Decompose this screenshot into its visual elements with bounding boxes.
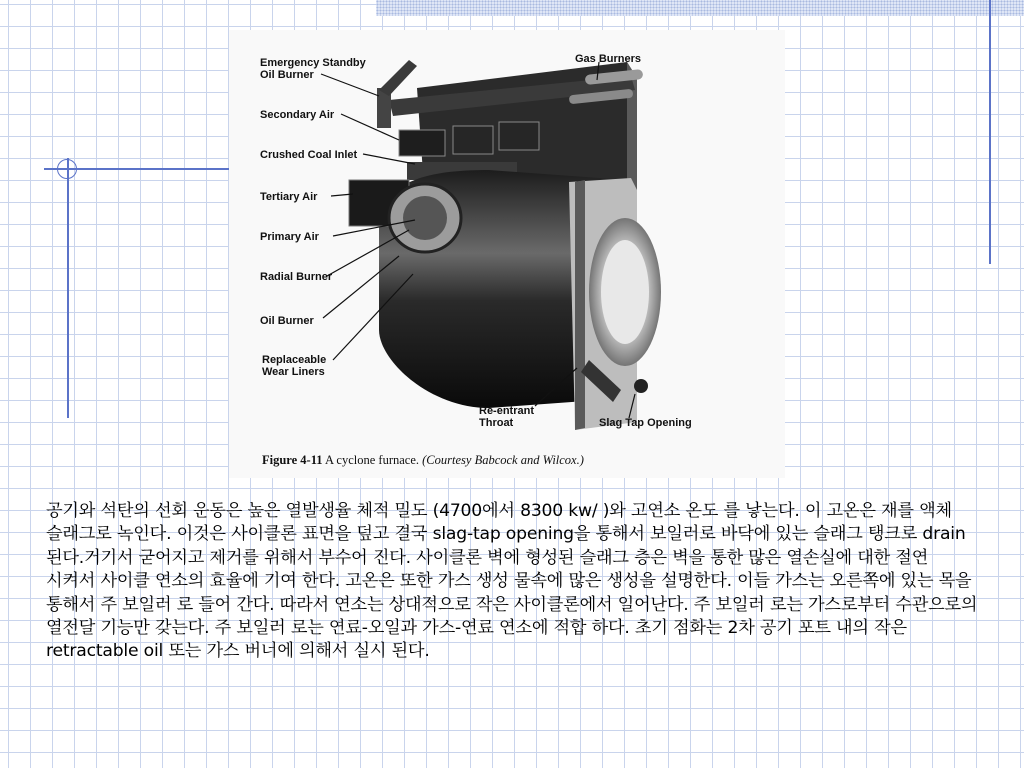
- label-tertiary-air: Tertiary Air: [260, 191, 318, 203]
- throat-opening: [601, 240, 649, 344]
- label-reentrant: Re-entrant: [479, 405, 535, 417]
- caption-number: Figure 4-11: [262, 453, 323, 467]
- label-slag-tap-opening: Slag Tap Opening: [599, 417, 692, 429]
- figure-caption: [262, 453, 584, 467]
- cyclone-furnace-illustration: [229, 30, 785, 478]
- slag-tap-hole: [634, 379, 648, 393]
- front-plate-edge: [575, 180, 585, 430]
- label-replaceable: Replaceable: [262, 354, 327, 366]
- decorative-circle: [57, 159, 77, 179]
- label-gas-burners: Gas Burners: [575, 53, 642, 65]
- cyclone-furnace-figure: [229, 30, 785, 478]
- primary-air-inlet: [349, 180, 461, 252]
- caption-courtesy: (Courtesy Babcock and Wilcox.): [422, 453, 584, 467]
- label-oil-burner-standby: Oil Burner: [260, 69, 314, 81]
- label-crushed-coal-inlet: Crushed Coal Inlet: [260, 149, 358, 161]
- label-oil-burner: Oil Burner: [260, 315, 314, 327]
- label-emergency-standby: Emergency Standby: [260, 57, 366, 69]
- label-primary-air: Primary Air: [260, 231, 319, 243]
- caption-title: A cyclone furnace.: [322, 453, 423, 467]
- right-vertical-line: [989, 0, 991, 264]
- left-vertical-line: [67, 158, 69, 418]
- label-wear-liners: Wear Liners: [262, 366, 325, 378]
- top-decorative-bar: [376, 0, 1024, 16]
- standby-oil-burner: [377, 60, 417, 128]
- label-throat: Throat: [479, 417, 514, 429]
- label-secondary-air: Secondary Air: [260, 109, 335, 121]
- body-paragraph: 공기와 석탄의 선회 운동은 높은 열발생율 체적 밀도 (4700에서 8300 kw/ )와 고연소 온도 를 낳는다. 이 고온은 재를 액체 슬래그로 녹인다. 이것은 사이클론 표면을 덮고 결국 slag-tap opening을 통해서 보일러로 바닥에 있는 슬래그 탱크로 drain 된다.거기서 굳어지고 제거를 위해서 부수어 진다. 사이클론 벽에 형성된 슬래그 층은 벽을 통한 많은 열손실에 대한 절연 시켜서 사이클 연소의 효율에 기여 한다. 고온은 또한 가스 생성 물속에 많은 생성을 설명한다. 이들 가스는 오른쪽에 있는 목을 통해서 주 보일러 로 들어 간다. 따라서 연소는 상대적으로 작은 사이클론에서 일어난다. 주 보일러 로는 가스로부터 수관으로의 열전달 기능만 갖는다. 주 보일러 로는 연료-오일과 가스-연료 연소에 적합 하다. 초기 점화는 2차 공기 포트 내의 작은 retractable oil 또는 가스 버너에 의해서 실시 된다.: [46, 501, 978, 662]
- label-radial-burner: Radial Burner: [260, 271, 333, 283]
